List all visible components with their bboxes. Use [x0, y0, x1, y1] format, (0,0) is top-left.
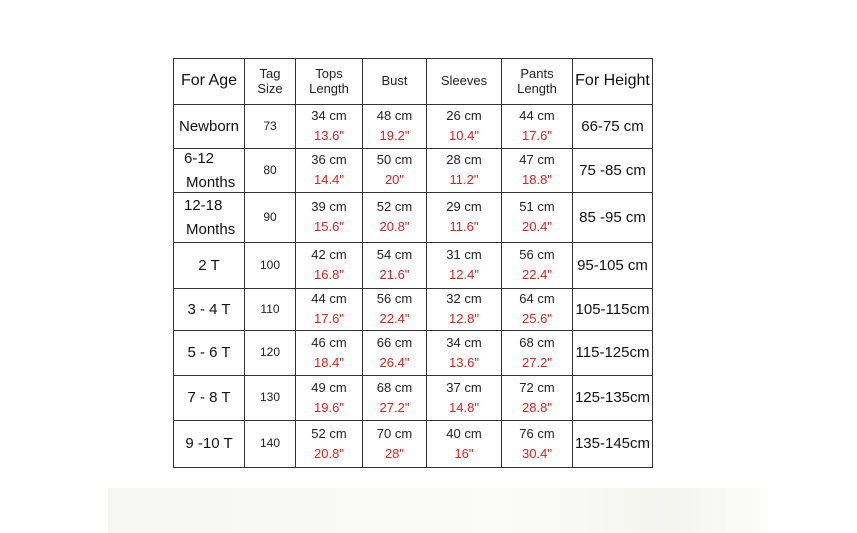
- header-row: [174, 59, 653, 105]
- pants-length-cm: 44 cm: [519, 108, 555, 124]
- pants-length-cell: [502, 376, 573, 421]
- pants-length-cell: [502, 149, 573, 193]
- tag-size-cell: 73: [245, 105, 296, 149]
- tops-length-cell: [296, 149, 363, 193]
- tops-length-cm: 46 cm: [311, 334, 347, 350]
- age-line1: 12-18: [184, 197, 223, 215]
- bust-cell: [363, 289, 427, 331]
- header-tag-line1: Tag: [259, 65, 281, 81]
- pants-length-cell: [502, 193, 573, 243]
- tag-size-cell: 140: [245, 421, 296, 468]
- sleeves-cell: [427, 105, 502, 149]
- header-tag-line2: Size: [257, 80, 283, 96]
- sleeves-inch: 16": [454, 445, 474, 461]
- height-cell: 66-75 cm: [573, 105, 653, 149]
- pants-length-inch: 30.4": [522, 445, 552, 461]
- tag-size-cell: 100: [245, 243, 296, 289]
- tops-length-inch: 13.6": [314, 128, 344, 143]
- tag-size-cell: 130: [245, 376, 296, 421]
- table-row: [174, 376, 653, 421]
- sleeves-cell: [427, 243, 502, 289]
- bust-inch: 20.8": [379, 219, 410, 234]
- bust-inch: 28": [384, 445, 405, 461]
- bust-cm: 56 cm: [376, 291, 413, 307]
- bust-cell: [363, 331, 427, 376]
- bust-inch: 26.4": [379, 354, 410, 370]
- age-line2: Months: [186, 220, 236, 238]
- bust-cm: 70 cm: [376, 425, 413, 441]
- bust-cell: [363, 421, 427, 468]
- table-row: [174, 421, 653, 468]
- sleeves-cell: [427, 193, 502, 243]
- pants-length-inch: 28.8": [522, 399, 552, 415]
- sleeves-cm: 28 cm: [446, 152, 482, 168]
- tops-length-cell: [296, 289, 363, 331]
- table-row: [174, 243, 653, 289]
- bust-inch: 20": [384, 172, 405, 187]
- tops-length-cm: 36 cm: [311, 152, 347, 168]
- pants-length-cm: 64 cm: [519, 291, 555, 307]
- pants-length-cm: 72 cm: [519, 379, 555, 395]
- tops-length-inch: 19.6": [314, 399, 344, 415]
- height-cell: 75 -85 cm: [573, 149, 653, 193]
- table-row: [174, 149, 653, 193]
- tops-length-cell: [296, 376, 363, 421]
- size-chart-table: [173, 58, 653, 468]
- pants-length-cell: [502, 105, 573, 149]
- pants-length-cell: [502, 289, 573, 331]
- tops-length-inch: 20.8": [314, 445, 344, 461]
- pants-length-inch: 22.4": [522, 267, 552, 282]
- tops-length-cm: 42 cm: [311, 247, 347, 263]
- sleeves-cm: 34 cm: [446, 334, 482, 350]
- bottom-image-strip: [108, 488, 768, 533]
- pants-length-inch: 17.6": [522, 128, 552, 143]
- age-cell: [174, 193, 245, 243]
- pants-length-cell: [502, 421, 573, 468]
- height-cell: 95-105 cm: [573, 243, 653, 289]
- tops-length-cell: [296, 421, 363, 468]
- bust-cm: 52 cm: [376, 199, 413, 215]
- header-tops-length: [296, 59, 363, 105]
- sleeves-inch: 13.6": [449, 354, 479, 370]
- sleeves-cm: 31 cm: [446, 247, 482, 263]
- header-sleeves: Sleeves: [427, 59, 502, 105]
- table-row: [174, 289, 653, 331]
- bust-cm: 68 cm: [376, 379, 413, 395]
- tops-length-cm: 39 cm: [311, 199, 347, 215]
- age-cell: 3 - 4 T: [174, 289, 245, 331]
- bust-inch: 27.2": [379, 399, 410, 415]
- tops-length-cm: 44 cm: [311, 291, 347, 307]
- header-pants-line2: Length: [517, 80, 557, 96]
- tops-length-inch: 16.8": [314, 267, 344, 282]
- tops-length-inch: 17.6": [314, 311, 344, 326]
- age-line1: 6-12: [184, 150, 215, 168]
- tag-size-cell: 90: [245, 193, 296, 243]
- table-row: [174, 193, 653, 243]
- sleeves-inch: 10.4": [449, 128, 479, 143]
- sleeves-cm: 37 cm: [446, 379, 482, 395]
- header-bust: Bust: [363, 59, 427, 105]
- sleeves-cm: 40 cm: [446, 425, 482, 441]
- tops-length-cell: [296, 243, 363, 289]
- sleeves-inch: 11.2": [449, 172, 479, 187]
- header-height: For Height: [573, 59, 653, 105]
- tops-length-cm: 34 cm: [311, 108, 347, 124]
- header-tag-size: [245, 59, 296, 105]
- bust-inch: 21.6": [379, 267, 410, 282]
- pants-length-inch: 25.6": [522, 311, 552, 326]
- pants-length-cm: 56 cm: [519, 247, 555, 263]
- age-cell: 5 - 6 T: [174, 331, 245, 376]
- pants-length-cm: 76 cm: [519, 425, 555, 441]
- sleeves-cell: [427, 421, 502, 468]
- height-cell: 85 -95 cm: [573, 193, 653, 243]
- bust-cell: [363, 105, 427, 149]
- bust-cell: [363, 149, 427, 193]
- header-pants-length: [502, 59, 573, 105]
- pants-length-inch: 27.2": [522, 354, 552, 370]
- tag-size-cell: 110: [245, 289, 296, 331]
- bust-inch: 19.2": [379, 128, 410, 143]
- sleeves-inch: 11.6": [449, 219, 479, 234]
- bust-cm: 50 cm: [376, 152, 413, 168]
- age-cell: 9 -10 T: [174, 421, 245, 468]
- bust-cell: [363, 376, 427, 421]
- tops-length-cell: [296, 193, 363, 243]
- sleeves-cell: [427, 376, 502, 421]
- tops-length-cell: [296, 331, 363, 376]
- pants-length-cell: [502, 331, 573, 376]
- tag-size-cell: 120: [245, 331, 296, 376]
- pants-length-cm: 68 cm: [519, 334, 555, 350]
- pants-length-cm: 51 cm: [519, 199, 555, 215]
- bust-inch: 22.4": [379, 311, 410, 326]
- sleeves-cm: 26 cm: [446, 108, 482, 124]
- sleeves-inch: 14.8": [449, 399, 479, 415]
- bust-cm: 54 cm: [376, 247, 413, 263]
- pants-length-cell: [502, 243, 573, 289]
- height-cell: 115-125cm: [573, 331, 653, 376]
- tops-length-inch: 14.4": [314, 172, 344, 187]
- sleeves-cell: [427, 331, 502, 376]
- header-tops-line1: Tops: [315, 65, 343, 81]
- tag-size-cell: 80: [245, 149, 296, 193]
- sleeves-cell: [427, 149, 502, 193]
- bust-cm: 66 cm: [376, 334, 413, 350]
- pants-length-inch: 20.4": [522, 219, 552, 234]
- age-cell: Newborn: [174, 105, 245, 149]
- pants-length-inch: 18.8": [522, 172, 552, 187]
- tops-length-cm: 52 cm: [311, 425, 347, 441]
- height-cell: 105-115cm: [573, 289, 653, 331]
- sleeves-cm: 32 cm: [446, 291, 482, 307]
- table-row: [174, 331, 653, 376]
- height-cell: 135-145cm: [573, 421, 653, 468]
- sleeves-cm: 29 cm: [446, 199, 482, 215]
- header-pants-line1: Pants: [520, 65, 554, 81]
- sleeves-inch: 12.8": [449, 311, 479, 326]
- sleeves-cell: [427, 289, 502, 331]
- age-cell: 7 - 8 T: [174, 376, 245, 421]
- age-cell: [174, 149, 245, 193]
- sleeves-inch: 12.4": [449, 267, 479, 282]
- bust-cm: 48 cm: [376, 108, 413, 124]
- age-cell: 2 T: [174, 243, 245, 289]
- age-line2: Months: [186, 173, 236, 191]
- header-age: For Age: [174, 59, 245, 105]
- pants-length-cm: 47 cm: [519, 152, 555, 168]
- bust-cell: [363, 193, 427, 243]
- tops-length-cell: [296, 105, 363, 149]
- header-tops-line2: Length: [309, 80, 349, 96]
- tops-length-inch: 15.6": [314, 219, 344, 234]
- table-row: [174, 105, 653, 149]
- bust-cell: [363, 243, 427, 289]
- tops-length-cm: 49 cm: [311, 379, 347, 395]
- height-cell: 125-135cm: [573, 376, 653, 421]
- tops-length-inch: 18.4": [314, 354, 344, 370]
